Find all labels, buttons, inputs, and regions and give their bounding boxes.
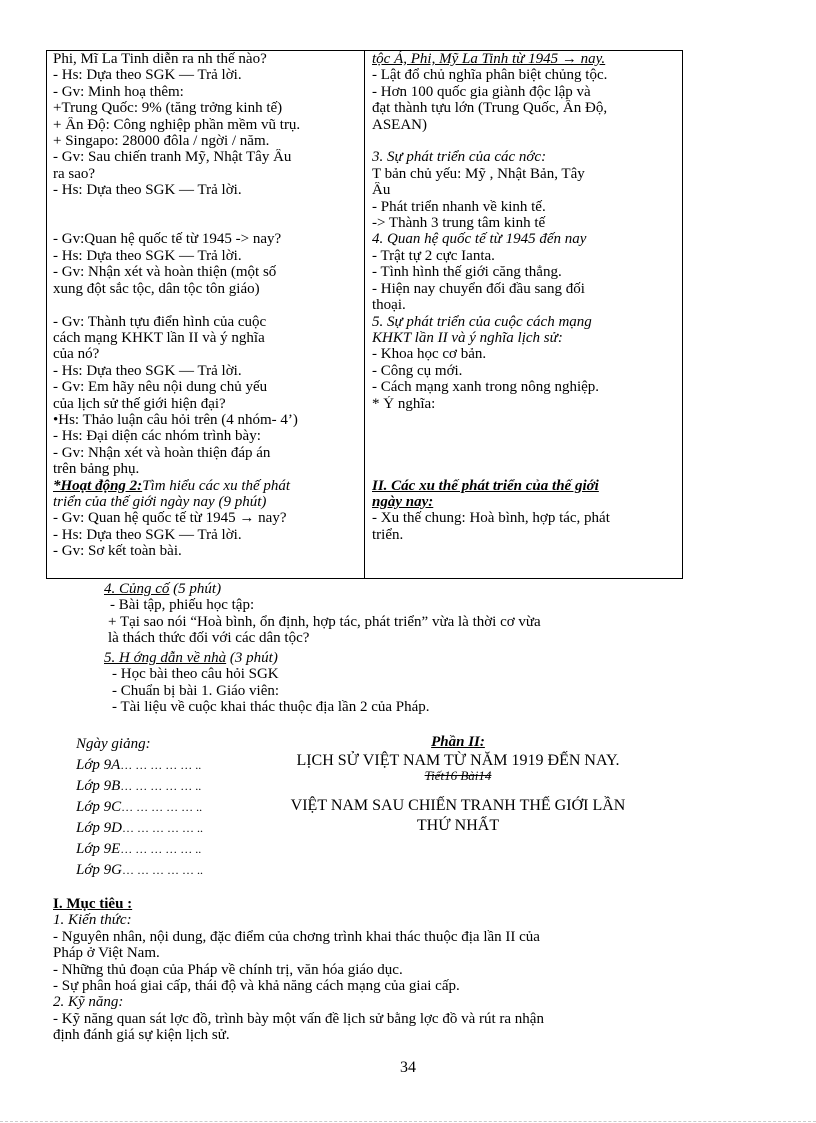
class-label: Lớp 9E xyxy=(76,841,121,857)
ngay-giang-label: Ngày giảng: xyxy=(76,736,151,752)
left-column-line: +Trung Quốc: 9% (tăng trởng kinh tế) xyxy=(53,100,283,117)
teacher-student-column xyxy=(53,51,359,560)
class-label: Lớp 9A xyxy=(76,757,121,773)
cung-co-line: + Tại sao nói “Hoà bình, ổn định, hợp tác, phát triển” vừa là thời cơ vừa xyxy=(108,613,541,630)
ngay-giang-block xyxy=(76,734,256,881)
left-column-line: của nó? xyxy=(53,346,100,363)
right-column-line: KHKT lần II và ý nghĩa lịch sử: xyxy=(372,329,563,346)
class-dots: … … … … … .. xyxy=(120,779,202,793)
right-column-line: 5. Sự phát triển của cuộc cách mạng xyxy=(372,313,592,330)
left-column-line: của lịch sử thế giới hiện đại? xyxy=(53,395,226,412)
cung-co-line: - Bài tập, phiếu học tập: xyxy=(110,597,255,614)
left-column-line xyxy=(53,297,359,313)
right-column-line: - Hiện nay chuyển đối đầu sang đối xyxy=(372,280,585,297)
huong-dan-time: (3 phút) xyxy=(226,650,278,666)
right-column-line: - Tình hình thế giới căng thẳng. xyxy=(372,264,562,281)
left-column-line: triển của thế giới ngày nay (9 phút) xyxy=(53,493,267,510)
muc-tieu-section xyxy=(53,896,753,1044)
right-column-line: - Công cụ mới. xyxy=(372,362,463,379)
ky-nang-heading: 2. Kỹ năng: xyxy=(53,994,124,1011)
right-column-line: - Trật tự 2 cực Ianta. xyxy=(372,247,495,264)
spacer xyxy=(372,445,678,461)
left-column-line: - Gv:Quan hệ quốc tế từ 1945 -> nay? xyxy=(53,231,282,248)
class-label: Lớp 9B xyxy=(76,778,121,794)
class-dots: … … … … … .. xyxy=(120,842,202,856)
left-column-line: •Hs: Thảo luận câu hỏi trên (4 nhóm- 4’) xyxy=(53,411,298,428)
huong-dan-section xyxy=(104,650,704,716)
kien-thuc-line: - Sự phân hoá giai cấp, thái độ và khả năng cách mạng của giai cấp. xyxy=(53,978,460,995)
left-column-line xyxy=(53,478,359,494)
right-column-line: ASEAN) xyxy=(372,116,427,133)
right-column-line xyxy=(372,133,678,149)
cung-co-section xyxy=(104,581,704,647)
class-label: Lớp 9G xyxy=(76,862,122,878)
huong-dan-line: - Học bài theo câu hỏi SGK xyxy=(112,666,279,683)
right-column-line: T bản chủ yếu: Mỹ , Nhật Bản, Tây xyxy=(372,165,585,182)
left-column-line: - Gv: Quan hệ quốc tế từ 1945 → nay? xyxy=(53,510,287,527)
left-column-line xyxy=(53,215,359,231)
section-ii-heading-cont: ngày nay: xyxy=(372,493,434,510)
left-column-line: Phi, Mĩ La Tinh diễn ra nh thế nào? xyxy=(53,51,267,67)
left-column-line: trên bảng phụ. xyxy=(53,461,140,478)
section-ii-line: - Xu thế chung: Hoà bình, hợp tác, phát xyxy=(372,510,610,527)
left-column-line: - Gv: Sau chiến tranh Mỹ, Nhật Tây Âu xyxy=(53,149,292,166)
left-column-line: - Hs: Dựa theo SGK — Trả lời. xyxy=(53,247,242,264)
left-column-line: + Ấn Độ: Công nghiệp phần mềm vũ trụ. xyxy=(53,116,301,133)
class-label: Lớp 9C xyxy=(76,799,122,815)
section-ii-heading: II. Các xu thế phát triển của thế giới xyxy=(372,477,599,494)
content-column xyxy=(372,51,678,543)
part-heading: Phần II: xyxy=(431,734,485,750)
left-column-line: - Hs: Đại diện các nhóm trình bày: xyxy=(53,428,261,445)
left-column-line: - Gv: Minh hoạ thêm: xyxy=(53,83,184,100)
right-column-line: -> Thành 3 trung tâm kinh tế xyxy=(372,215,546,232)
spacer xyxy=(372,428,678,444)
left-column-line: - Hs: Dựa theo SGK — Trả lời. xyxy=(53,182,242,199)
class-dots: … … … … … .. xyxy=(121,821,203,835)
class-dots: … … … … … .. xyxy=(121,800,203,814)
lesson-table xyxy=(46,50,683,579)
lesson-title-line: VIỆT NAM SAU CHIẾN TRANH THẾ GIỚI LẦN xyxy=(290,797,626,814)
kien-thuc-line: - Những thủ đoạn của Pháp về chính trị, văn hóa giáo dục. xyxy=(53,961,403,978)
huong-dan-title: 5. H ớng dẫn về nhà xyxy=(104,650,227,666)
right-column-line: 3. Sự phát triển của các nớc: xyxy=(372,149,547,166)
kien-thuc-line: - Nguyên nhân, nội dung, đặc điểm của chơng trình khai thác thuộc địa lần II của xyxy=(53,928,540,945)
left-column-line xyxy=(53,199,359,215)
right-column-line: 4. Quan hệ quốc tế từ 1945 đến nay xyxy=(372,231,587,248)
right-column-line: thoại. xyxy=(372,297,406,314)
right-column-line: - Cách mạng xanh trong nông nghiệp. xyxy=(372,379,600,396)
lesson-title-line: THỨ NHẤT xyxy=(416,817,500,834)
left-column-line: - Gv: Nhận xét và hoàn thiện đáp án xyxy=(53,444,271,461)
activity-description: Tìm hiểu các xu thế phát xyxy=(142,477,291,494)
class-dots: … … … … … .. xyxy=(120,758,202,772)
left-column-line: + Singapo: 28000 đôla / ngời / năm. xyxy=(53,133,270,150)
cung-co-time: (5 phút) xyxy=(169,581,222,597)
page-number: 34 xyxy=(400,1059,416,1076)
page-bottom-border xyxy=(0,1121,816,1122)
left-column-line: xung đột sắc tộc, dân tộc tôn giáo) xyxy=(53,280,260,297)
huong-dan-line: - Chuẩn bị bài 1. Giáo viên: xyxy=(112,682,280,699)
left-column-line: - Hs: Dựa theo SGK — Trả lời. xyxy=(53,362,242,379)
right-column-line: * Ý nghĩa: xyxy=(372,395,436,412)
activity-label: *Hoạt động 2: xyxy=(53,477,143,494)
left-column-line: - Hs: Dựa theo SGK — Trả lời. xyxy=(53,526,242,543)
cung-co-title: 4. Củng cố xyxy=(104,581,170,597)
right-column-line: - Hơn 100 quốc gia giành độc lập và xyxy=(372,83,591,100)
part-title: LỊCH SỬ VIỆT NAM TỪ NĂM 1919 ĐẾN NAY. xyxy=(296,752,620,769)
column-divider xyxy=(364,51,365,578)
right-column-line: Âu xyxy=(372,182,391,199)
muc-tieu-heading: I. Mục tiêu : xyxy=(53,896,133,912)
huong-dan-line: - Tài liệu về cuộc khai thác thuộc địa lần 2 của Pháp. xyxy=(112,699,430,716)
cung-co-line: là thách thức đối với các dân tộc? xyxy=(108,630,310,647)
kien-thuc-line: Pháp ở Việt Nam. xyxy=(53,945,160,962)
kien-thuc-heading: 1. Kiến thức: xyxy=(53,912,132,929)
left-column-line: - Gv: Nhận xét và hoàn thiện (một số xyxy=(53,264,277,281)
class-dots: … … … … … .. xyxy=(121,863,203,877)
right-column-line: - Lật đổ chủ nghĩa phân biệt chủng tộc. xyxy=(372,67,608,84)
left-column-line: ra sao? xyxy=(53,165,96,182)
part-header xyxy=(250,734,666,836)
left-column-line: - Gv: Thành tựu điển hình của cuộc xyxy=(53,313,267,330)
spacer xyxy=(372,461,678,477)
ky-nang-line: - Kỹ năng quan sát lợc đồ, trình bày một vấn đề lịch sử bằng lợc đồ và rút ra nhận xyxy=(53,1010,544,1027)
left-column-line: - Gv: Sơ kết toàn bài. xyxy=(53,543,182,560)
left-column-line: cách mạng KHKT lần II và ý nghĩa xyxy=(53,329,265,346)
class-label: Lớp 9D xyxy=(76,820,122,836)
right-column-line: - Phát triển nhanh về kinh tế. xyxy=(372,198,546,215)
lesson-number: Tiết16 Bài14 xyxy=(424,770,492,782)
left-column-line: - Gv: Em hãy nêu nội dung chủ yếu xyxy=(53,379,268,396)
right-column-line: đạt thành tựu lớn (Trung Quốc, Ấn Độ, xyxy=(372,100,608,117)
right-column-line: tộc Á, Phi, Mỹ La Tinh từ 1945 → nay. xyxy=(372,51,606,67)
spacer xyxy=(372,412,678,428)
right-column-line: - Khoa học cơ bản. xyxy=(372,346,487,363)
left-column-line: - Hs: Dựa theo SGK — Trả lời. xyxy=(53,67,242,84)
section-ii-line: triển. xyxy=(372,526,404,543)
ky-nang-line: định đánh giá sự kiện lịch sử. xyxy=(53,1027,230,1044)
